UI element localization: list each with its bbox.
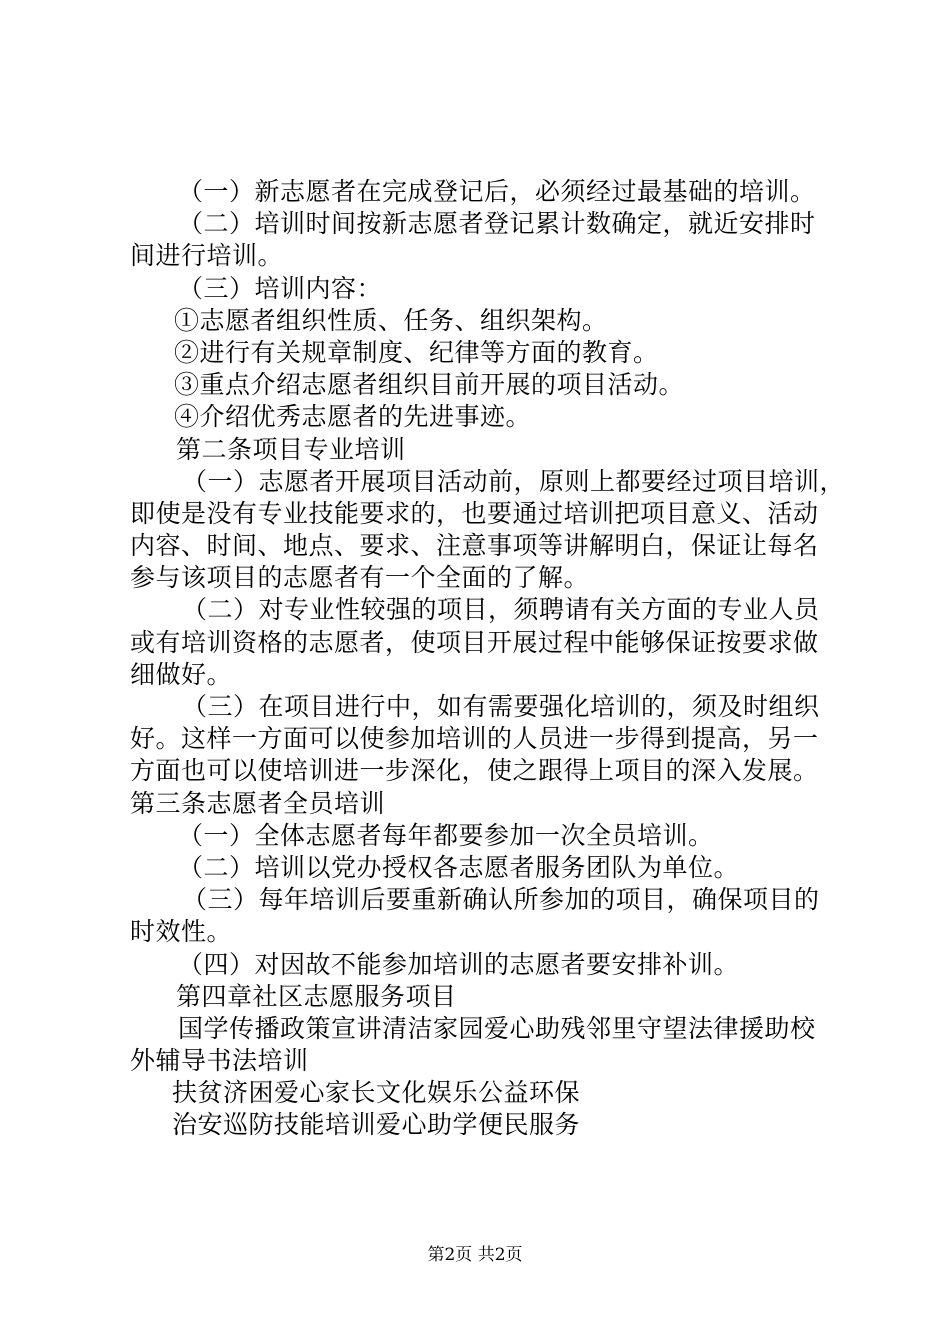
paragraph-line: 即使是没有专业技能要求的，也要通过培训把项目意义、活动 [130,498,819,528]
paragraph-line: 方面也可以使培训进一步深化，使之跟得上项目的深入发展。 [130,756,819,786]
list-item: ④介绍优秀志愿者的先进事迹。 [174,402,532,432]
paragraph-line: （四）对因故不能参加培训的志愿者要安排补训。 [178,949,740,979]
paragraph-line: 时效性。 [130,917,233,947]
paragraph-line: 间进行培训。 [130,241,284,271]
paragraph-line: （三）每年培训后要重新确认所参加的项目，确保项目的 [182,885,820,915]
list-item: ①志愿者组织性质、任务、组织架构。 [174,305,608,335]
paragraph-line: （一）新志愿者在完成登记后，必须经过最基础的培训。 [178,177,816,206]
paragraph-line: （二）培训以党办授权各志愿者服务团队为单位。 [178,852,740,882]
paragraph-line: （一）志愿者开展项目活动前，原则上都要经过项目培训， [182,466,846,496]
paragraph-line: 内容、时间、地点、要求、注意事项等讲解明白，保证让每名 [130,531,819,561]
project-list-line: 外辅导书法培训 [130,1046,309,1076]
article-heading: 第二条项目专业培训 [176,434,406,464]
list-item: ②进行有关规章制度、纪律等方面的教育。 [174,337,659,367]
paragraph-line: （二）培训时间按新志愿者登记累计数确定，就近安排时 [178,209,816,239]
paragraph-line: 或有培训资格的志愿者，使项目开展过程中能够保证按要求做 [130,627,819,657]
chapter-heading: 第四章社区志愿服务项目 [176,981,457,1011]
paragraph-line: （三）在项目进行中，如有需要强化培训的，须及时组织 [182,692,820,721]
document-body [130,176,846,1142]
project-list-line: 国学传播政策宣讲清洁家园爱心助残邻里守望法律援助校 [178,1013,816,1043]
paragraph-line: 参与该项目的志愿者有一个全面的了解。 [130,563,590,593]
list-item: ③重点介绍志愿者组织目前开展的项目活动。 [174,370,685,400]
paragraph-line: （一）全体志愿者每年都要参加一次全员培训。 [178,820,714,850]
project-list-line: 治安巡防技能培训爱心助学便民服务 [172,1110,581,1140]
paragraph-line: 细做好。 [130,659,233,689]
paragraph-line: （二）对专业性较强的项目，须聘请有关方面的专业人员 [182,595,820,625]
project-list-line: 扶贫济困爱心家长文化娱乐公益环保 [172,1078,581,1108]
paragraph-line: 好。这样一方面可以使参加培训的人员进一步得到提高，另一 [130,724,819,754]
article-heading: 第三条志愿者全员培训 [130,788,386,818]
paragraph-line: （三）培训内容： [178,273,383,303]
page-number-footer: 第2页 共2页 [427,1245,523,1265]
